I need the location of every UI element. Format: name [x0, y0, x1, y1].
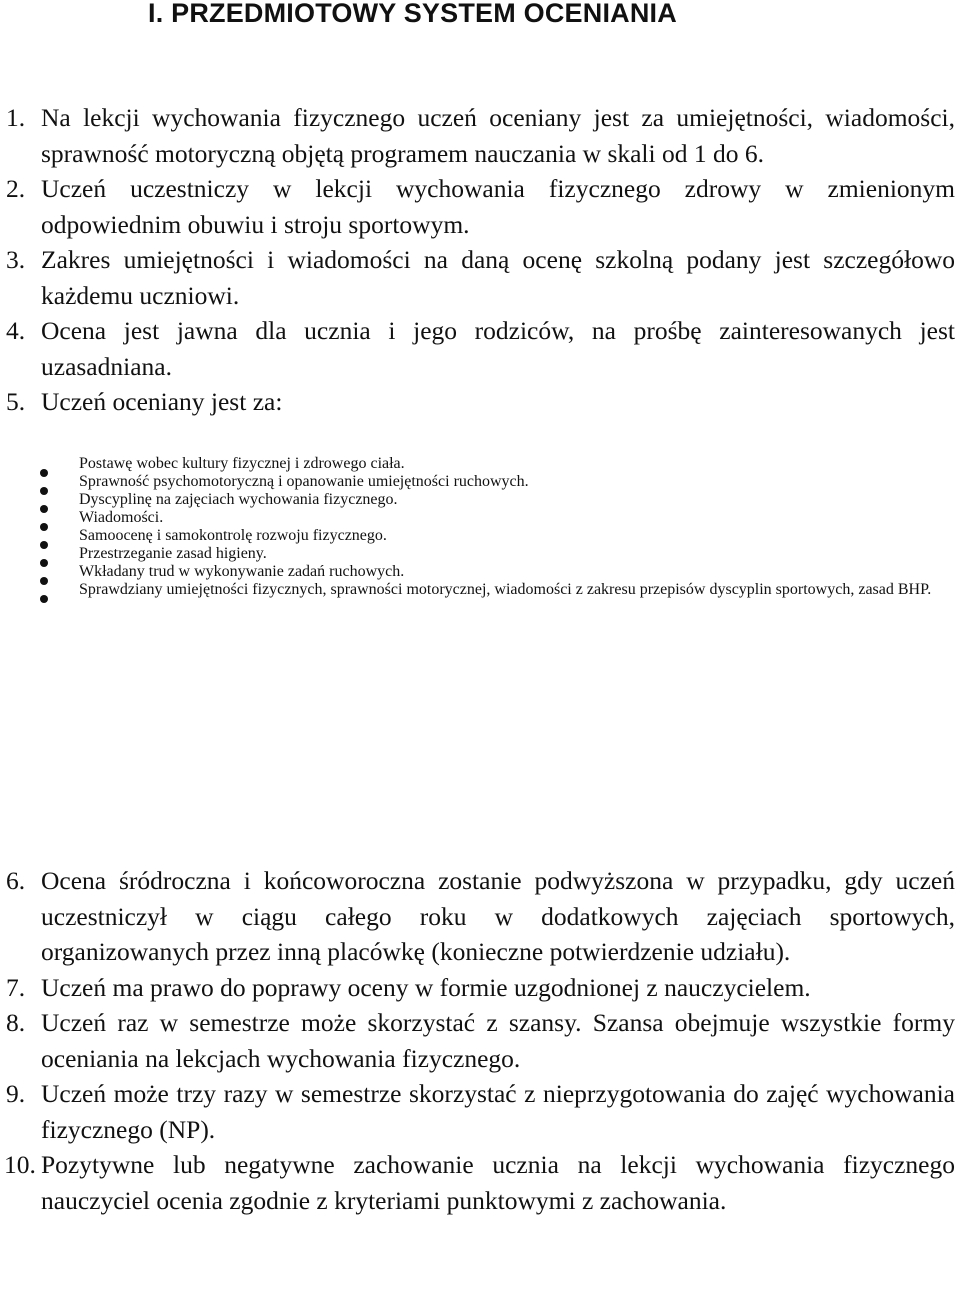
- item-text: Pozytywne lub negatywne zachowanie ucznia na lekcji wychowania fizycznego nauczyciel ocenia zgodnie z kryteriami punktowymi z zachowania.: [41, 1150, 955, 1215]
- item-text: Na lekcji wychowania fizycznego uczeń oceniany jest za umiejętności, wiadomości, sprawność motoryczną objętą programem nauczania w skali od 1 do 6.: [41, 103, 955, 168]
- bullet-item: [0, 473, 955, 491]
- bullet-text: Wiadomości.: [79, 509, 164, 526]
- bullet-item: [0, 545, 955, 563]
- list-item: [0, 384, 955, 420]
- item-text: Ocena jest jawna dla ucznia i jego rodziców, na prośbę zainteresowanych jest uzasadniana.: [41, 316, 955, 381]
- list-item: [0, 1076, 955, 1147]
- bullet-icon: [40, 595, 48, 603]
- bullet-item: [0, 581, 955, 599]
- numbered-list-continued: [0, 863, 960, 1218]
- list-item: [0, 1147, 955, 1218]
- item-number: 6.: [6, 866, 26, 895]
- bullet-item: [0, 509, 955, 527]
- bullet-text: Sprawdziany umiejętności fizycznych, sprawności motorycznej, wiadomości z zakresu przepisów dyscyplin sportowych, zasad BHP.: [79, 581, 932, 598]
- item-text: Uczeń ma prawo do poprawy oceny w formie uzgodnionej z nauczycielem.: [41, 972, 811, 1002]
- list-item: [0, 171, 955, 242]
- item-number: 2.: [6, 174, 26, 203]
- item-number: 4.: [6, 316, 26, 345]
- item-text: Uczeń może trzy razy w semestrze skorzystać z nieprzygotowania do zajęć wychowania fizycznego (NP).: [41, 1079, 955, 1144]
- document-title: I. PRZEDMIOTOWY SYSTEM OCENIANIA: [148, 0, 677, 28]
- list-item: [0, 242, 955, 313]
- bullet-text: Wkładany trud w wykonywanie zadań ruchowych.: [79, 563, 405, 580]
- numbered-list: [0, 100, 960, 420]
- bullet-item: [0, 527, 955, 545]
- bullet-text: Przestrzeganie zasad higieny.: [79, 545, 267, 562]
- bullet-text: Sprawność psychomotoryczną i opanowanie umiejętności ruchowych.: [79, 473, 529, 490]
- bullet-item: [0, 491, 955, 509]
- list-item: [0, 1005, 955, 1076]
- item-text: Uczeń uczestniczy w lekcji wychowania fizycznego zdrowy w zmienionym odpowiednim obuwiu i stroju sportowym.: [41, 174, 955, 239]
- item-text: Zakres umiejętności i wiadomości na daną ocenę szkolną podany jest szczegółowo każdemu uczniowi.: [41, 245, 955, 310]
- bullet-text: Dyscyplinę na zajęciach wychowania fizycznego.: [79, 491, 398, 508]
- item-number: 10.: [4, 1150, 36, 1179]
- item-text: Uczeń oceniany jest za:: [41, 387, 283, 416]
- item-text: Ocena śródroczna i końcoworoczna zostanie podwyższona w przypadku, gdy uczeń uczestniczył w ciągu całego roku w dodatkowych zajęciach sportowych, organizowanych przez inną placówkę (konieczne potwierdzenie udziału).: [41, 866, 955, 966]
- item-number: 8.: [6, 1008, 26, 1037]
- list-item: [0, 970, 955, 1006]
- item-number: 7.: [6, 972, 26, 1002]
- item-number: 5.: [6, 387, 26, 416]
- list-item: [0, 863, 955, 970]
- bullet-item: [0, 455, 955, 473]
- list-item: [0, 100, 955, 171]
- list-item: [0, 313, 955, 384]
- item-number: 9.: [6, 1079, 26, 1108]
- item-number: 3.: [6, 245, 26, 274]
- bullet-text: Samoocenę i samokontrolę rozwoju fizycznego.: [79, 527, 387, 544]
- bullet-item: [0, 563, 955, 581]
- bullet-list: [0, 455, 955, 599]
- bullet-text: Postawę wobec kultury fizycznej i zdrowego ciała.: [79, 455, 405, 472]
- item-number: 1.: [6, 103, 26, 132]
- item-text: Uczeń raz w semestrze może skorzystać z szansy. Szansa obejmuje wszystkie formy oceniania na lekcjach wychowania fizycznego.: [41, 1008, 955, 1073]
